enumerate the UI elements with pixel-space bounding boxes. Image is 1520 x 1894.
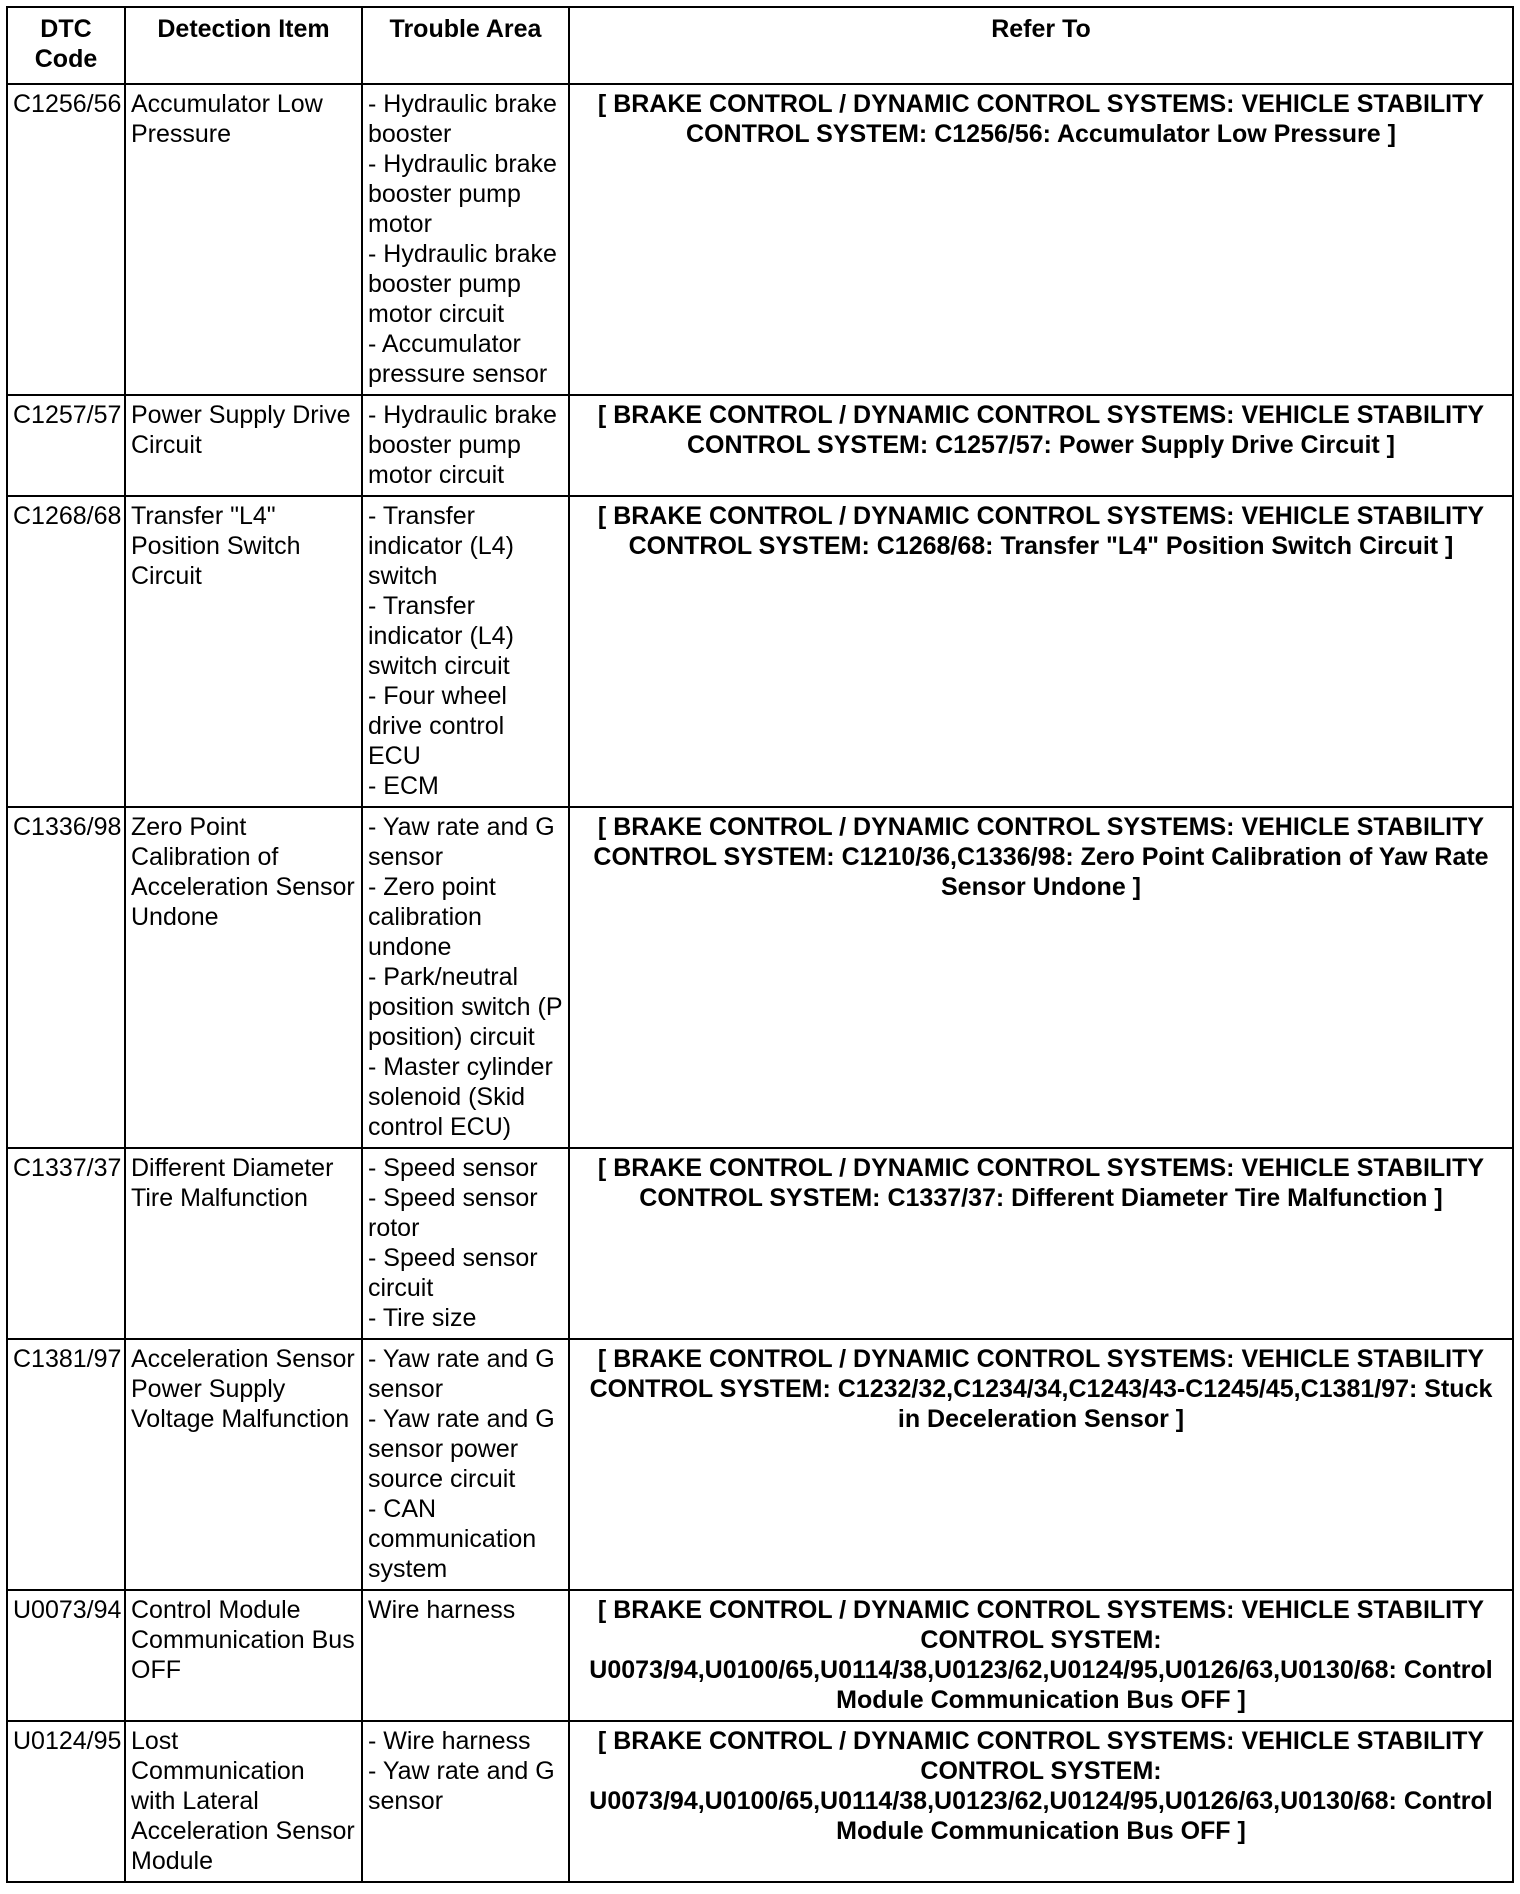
table-row: [7, 1339, 1513, 1590]
detection-item-cell: Power Supply Drive Circuit: [125, 395, 362, 496]
trouble-area-cell: [362, 1721, 569, 1882]
dtc-code-cell: U0124/95: [7, 1721, 125, 1882]
refer-to-cell: [ BRAKE CONTROL / DYNAMIC CONTROL SYSTEMS: VEHICLE STABILITY CONTROL SYSTEM: C1256/56: Accumulator Low Pressure ]: [569, 84, 1513, 395]
table-row: [7, 1148, 1513, 1339]
trouble-area-item: - Yaw rate and G sensor power source circuit: [368, 1405, 555, 1493]
dtc-code-cell: C1337/37: [7, 1148, 125, 1339]
table-row: [7, 395, 1513, 496]
refer-to-cell: [ BRAKE CONTROL / DYNAMIC CONTROL SYSTEMS: VEHICLE STABILITY CONTROL SYSTEM: C1257/57: Power Supply Drive Circuit ]: [569, 395, 1513, 496]
trouble-area-item: - Hydraulic brake booster: [368, 90, 557, 148]
header-trouble-area: Trouble Area: [362, 7, 569, 84]
refer-to-cell: [ BRAKE CONTROL / DYNAMIC CONTROL SYSTEMS: VEHICLE STABILITY CONTROL SYSTEM: C1210/36,C1336/98: Zero Point Calibration of Yaw Rate Sensor Undone ]: [569, 807, 1513, 1148]
trouble-area-cell: [362, 1339, 569, 1590]
table-body: [7, 84, 1513, 1882]
detection-item-cell: Transfer "L4" Position Switch Circuit: [125, 496, 362, 807]
refer-to-cell: [ BRAKE CONTROL / DYNAMIC CONTROL SYSTEMS: VEHICLE STABILITY CONTROL SYSTEM: U0073/94,U0100/65,U0114/38,U0123/62,U0124/95,U0126/63,U0130/68: Control Module Communication Bus OFF ]: [569, 1590, 1513, 1721]
dtc-code-cell: C1268/68: [7, 496, 125, 807]
trouble-area-cell: [362, 395, 569, 496]
dtc-code-cell: C1336/98: [7, 807, 125, 1148]
trouble-area-item: - Wire harness: [368, 1727, 531, 1755]
trouble-area-cell: [362, 84, 569, 395]
dtc-code-cell: C1381/97: [7, 1339, 125, 1590]
table-row: [7, 1590, 1513, 1721]
table-row: [7, 1721, 1513, 1882]
trouble-area-item: - Transfer indicator (L4) switch: [368, 502, 514, 590]
trouble-area-item: - Transfer indicator (L4) switch circuit: [368, 592, 514, 680]
trouble-area-item: - Master cylinder solenoid (Skid control ECU): [368, 1053, 553, 1141]
detection-item-cell: Acceleration Sensor Power Supply Voltage Malfunction: [125, 1339, 362, 1590]
trouble-area-item: - Hydraulic brake booster pump motor: [368, 150, 557, 238]
trouble-area-item: - Hydraulic brake booster pump motor circuit: [368, 240, 557, 328]
trouble-area-item: - Four wheel drive control ECU: [368, 682, 507, 770]
refer-to-cell: [ BRAKE CONTROL / DYNAMIC CONTROL SYSTEMS: VEHICLE STABILITY CONTROL SYSTEM: U0073/94,U0100/65,U0114/38,U0123/62,U0124/95,U0126/63,U0130/68: Control Module Communication Bus OFF ]: [569, 1721, 1513, 1882]
trouble-area-item: - Speed sensor: [368, 1154, 538, 1182]
trouble-area-item: - Speed sensor rotor: [368, 1184, 538, 1242]
dtc-code-cell: U0073/94: [7, 1590, 125, 1721]
detection-item-cell: Lost Communication with Lateral Acceleration Sensor Module: [125, 1721, 362, 1882]
detection-item-cell: Zero Point Calibration of Acceleration Sensor Undone: [125, 807, 362, 1148]
table-row: [7, 807, 1513, 1148]
dtc-code-cell: C1257/57: [7, 395, 125, 496]
trouble-area-item: - Yaw rate and G sensor: [368, 1345, 555, 1403]
refer-to-cell: [ BRAKE CONTROL / DYNAMIC CONTROL SYSTEMS: VEHICLE STABILITY CONTROL SYSTEM: C1232/32,C1234/34,C1243/43-C1245/45,C1381/97: Stuck in Deceleration Sensor ]: [569, 1339, 1513, 1590]
trouble-area-item: - Park/neutral position switch (P position) circuit: [368, 963, 563, 1051]
trouble-area-item: - Yaw rate and G sensor: [368, 813, 555, 871]
dtc-code-cell: C1256/56: [7, 84, 125, 395]
header-refer-to: Refer To: [569, 7, 1513, 84]
trouble-area-cell: [362, 807, 569, 1148]
detection-item-cell: Control Module Communication Bus OFF: [125, 1590, 362, 1721]
trouble-area-item: - Accumulator pressure sensor: [368, 330, 548, 388]
refer-to-cell: [ BRAKE CONTROL / DYNAMIC CONTROL SYSTEMS: VEHICLE STABILITY CONTROL SYSTEM: C1268/68: Transfer "L4" Position Switch Circuit ]: [569, 496, 1513, 807]
trouble-area-cell: [362, 1148, 569, 1339]
trouble-area-item: Wire harness: [368, 1596, 516, 1624]
header-detection-item: Detection Item: [125, 7, 362, 84]
dtc-table: [6, 6, 1514, 1883]
refer-to-cell: [ BRAKE CONTROL / DYNAMIC CONTROL SYSTEMS: VEHICLE STABILITY CONTROL SYSTEM: C1337/37: Different Diameter Tire Malfunction ]: [569, 1148, 1513, 1339]
trouble-area-item: - Hydraulic brake booster pump motor circuit: [368, 401, 557, 489]
table-row: [7, 84, 1513, 395]
detection-item-cell: Different Diameter Tire Malfunction: [125, 1148, 362, 1339]
trouble-area-cell: [362, 1590, 569, 1721]
trouble-area-item: - CAN communication system: [368, 1495, 537, 1583]
table-header-row: [7, 7, 1513, 84]
trouble-area-item: - Speed sensor circuit: [368, 1244, 538, 1302]
trouble-area-item: - Tire size: [368, 1304, 477, 1332]
trouble-area-cell: [362, 496, 569, 807]
trouble-area-item: - ECM: [368, 772, 439, 800]
table-row: [7, 496, 1513, 807]
trouble-area-item: - Yaw rate and G sensor: [368, 1757, 555, 1815]
detection-item-cell: Accumulator Low Pressure: [125, 84, 362, 395]
trouble-area-item: - Zero point calibration undone: [368, 873, 496, 961]
header-dtc-code: DTC Code: [7, 7, 125, 84]
